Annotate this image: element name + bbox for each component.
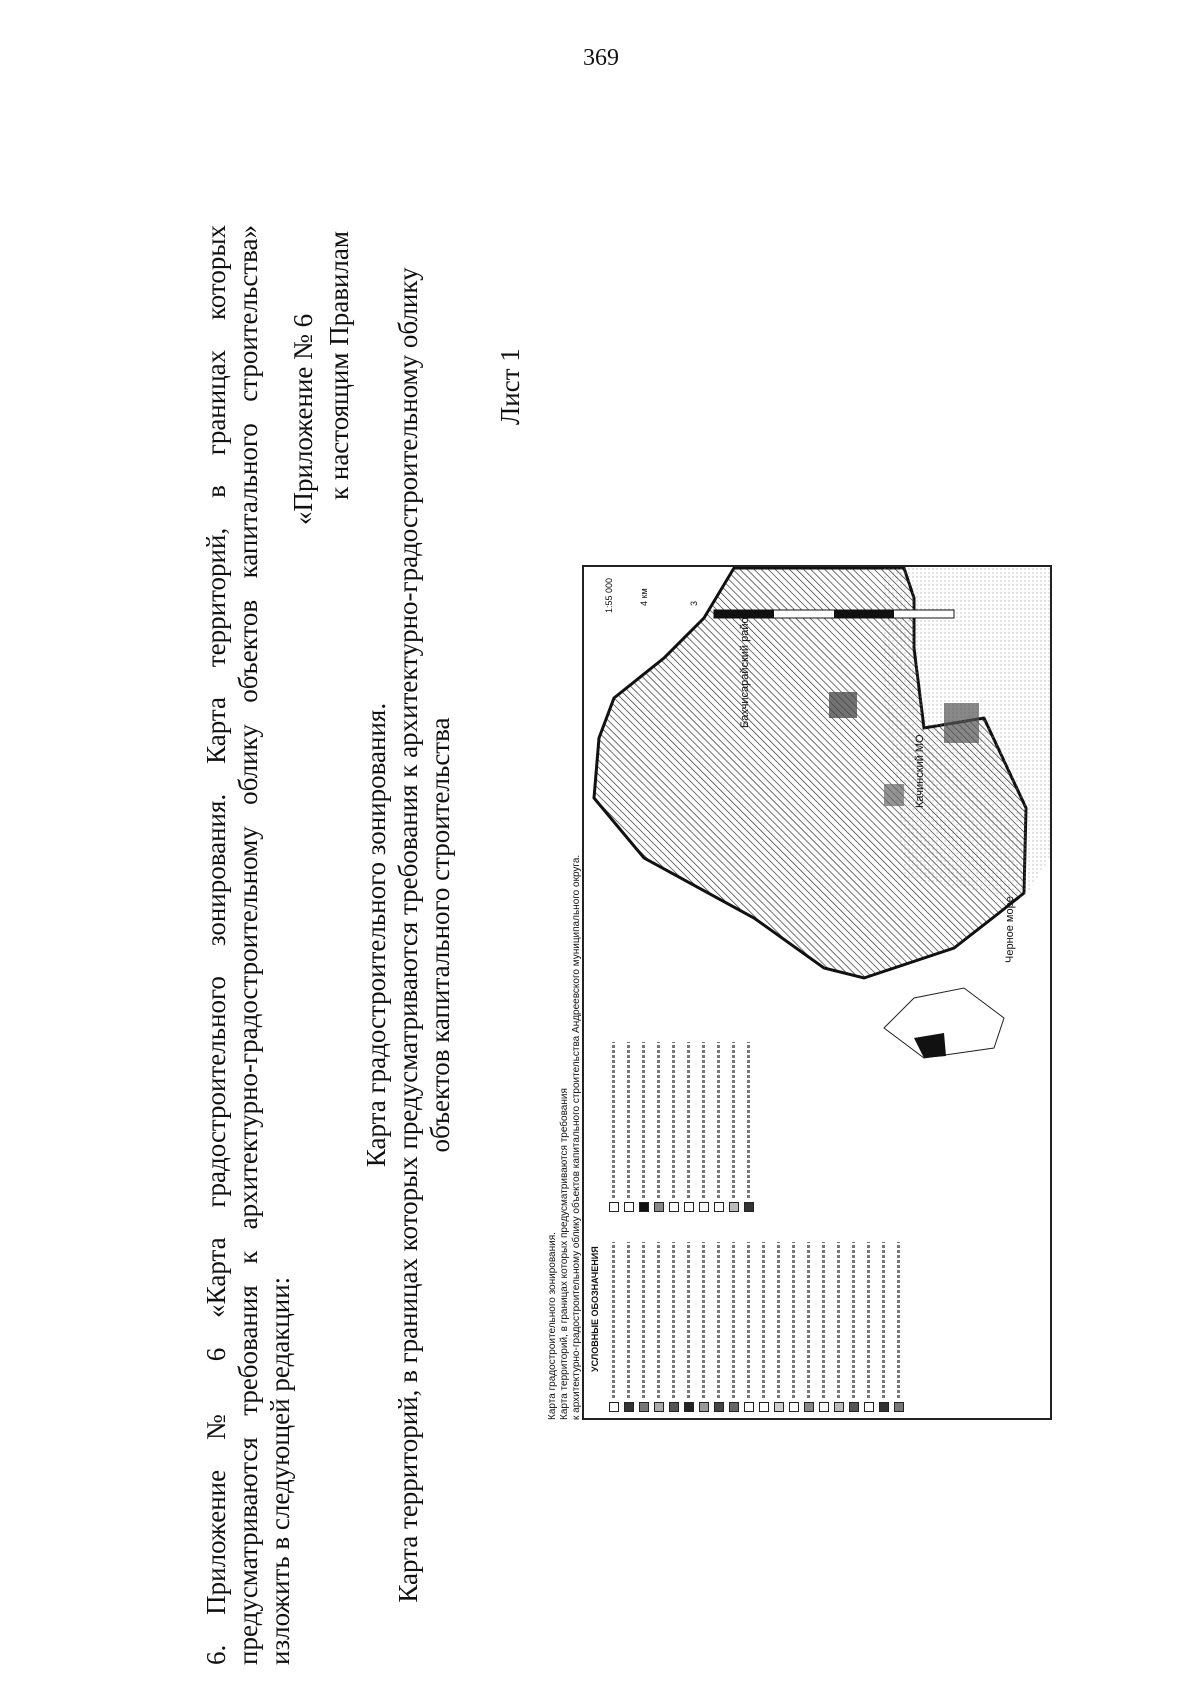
legend-item <box>666 1042 681 1212</box>
legend-item <box>846 1242 861 1412</box>
legend-item <box>876 1242 891 1412</box>
label-black-sea: Черное море <box>1004 896 1016 963</box>
legend-item <box>816 1242 831 1412</box>
legend-item <box>786 1242 801 1412</box>
scale-unit: 4 км <box>639 588 649 606</box>
amendment-paragraph <box>200 225 296 1665</box>
map-legend <box>590 1012 1046 1412</box>
legend-item <box>696 1242 711 1412</box>
legend-item <box>711 1042 726 1212</box>
legend-item <box>636 1042 651 1212</box>
scale-ratio: 1:55 000 <box>604 577 614 613</box>
legend-item <box>861 1242 876 1412</box>
appendix-reference <box>285 205 357 525</box>
figure-caption-line-1: Карта градостроительного зонирования. <box>547 1232 558 1420</box>
appendix-line-2: к настоящим Правилам <box>324 231 354 500</box>
legend-item <box>831 1242 846 1412</box>
legend-column-2 <box>606 1042 756 1212</box>
figure-caption-line-3: к архитектурно-градостроительному облику объектов капитального строительства Андреевского муниципального округа. <box>571 854 582 1420</box>
label-kachinsky-mo: Качинский МО <box>914 734 926 808</box>
paragraph-line-1: Приложение № 6 «Карта градостроительного зонирования. Карта территорий, в границах которых <box>201 224 231 1615</box>
legend-item <box>636 1242 651 1412</box>
legend-title: УСЛОВНЫЕ ОБОЗНАЧЕНИЯ <box>590 1246 600 1372</box>
legend-item <box>606 1042 621 1212</box>
legend-item <box>741 1242 756 1412</box>
label-bakhchisaray-district: Бахчисарайский район <box>739 611 751 728</box>
map-title-line-1: Карта градостроительного зонирования. <box>361 702 391 1168</box>
page-number: 369 <box>583 45 619 71</box>
legend-item <box>726 1242 741 1412</box>
legend-column-1 <box>606 1242 906 1412</box>
zoning-map-figure <box>582 565 1052 1420</box>
scale-mid: 3 <box>689 600 699 606</box>
paragraph-line-2: предусматриваются требования к архитектурно-градостроительному облику объектов капитального строительства» <box>233 225 263 1665</box>
legend-item <box>801 1242 816 1412</box>
legend-item <box>756 1242 771 1412</box>
settlement-block <box>884 784 904 806</box>
legend-item <box>726 1042 741 1212</box>
legend-item <box>771 1242 786 1412</box>
map-title-line-3: объектов капитального строительства <box>425 717 455 1153</box>
figure-caption <box>547 720 583 1420</box>
map-title <box>360 235 456 1635</box>
legend-item <box>621 1042 636 1212</box>
rotated-content <box>200 185 1090 1665</box>
legend-item <box>651 1242 666 1412</box>
figure-caption-line-2: Карта территорий, в границах которых предусматриваются требования <box>559 1088 570 1420</box>
legend-item <box>681 1042 696 1212</box>
legend-item <box>696 1042 711 1212</box>
settlement-block <box>829 692 857 718</box>
legend-item <box>606 1242 621 1412</box>
legend-item <box>621 1242 636 1412</box>
map-title-line-2: Карта территорий, в границах которых предусматриваются требования к архитектурно-градостроительному облику <box>393 267 423 1603</box>
legend-item <box>681 1242 696 1412</box>
legend-item <box>666 1242 681 1412</box>
legend-item <box>651 1042 666 1212</box>
sheet-label: Лист 1 <box>495 348 525 425</box>
settlement-block <box>944 703 979 743</box>
paragraph-number: 6. <box>201 1644 231 1665</box>
appendix-line-1: «Приложение № 6 <box>288 313 318 525</box>
legend-item <box>891 1242 906 1412</box>
paragraph-line-3: изложить в следующей редакции: <box>265 1276 295 1665</box>
legend-item <box>741 1042 756 1212</box>
legend-item <box>711 1242 726 1412</box>
